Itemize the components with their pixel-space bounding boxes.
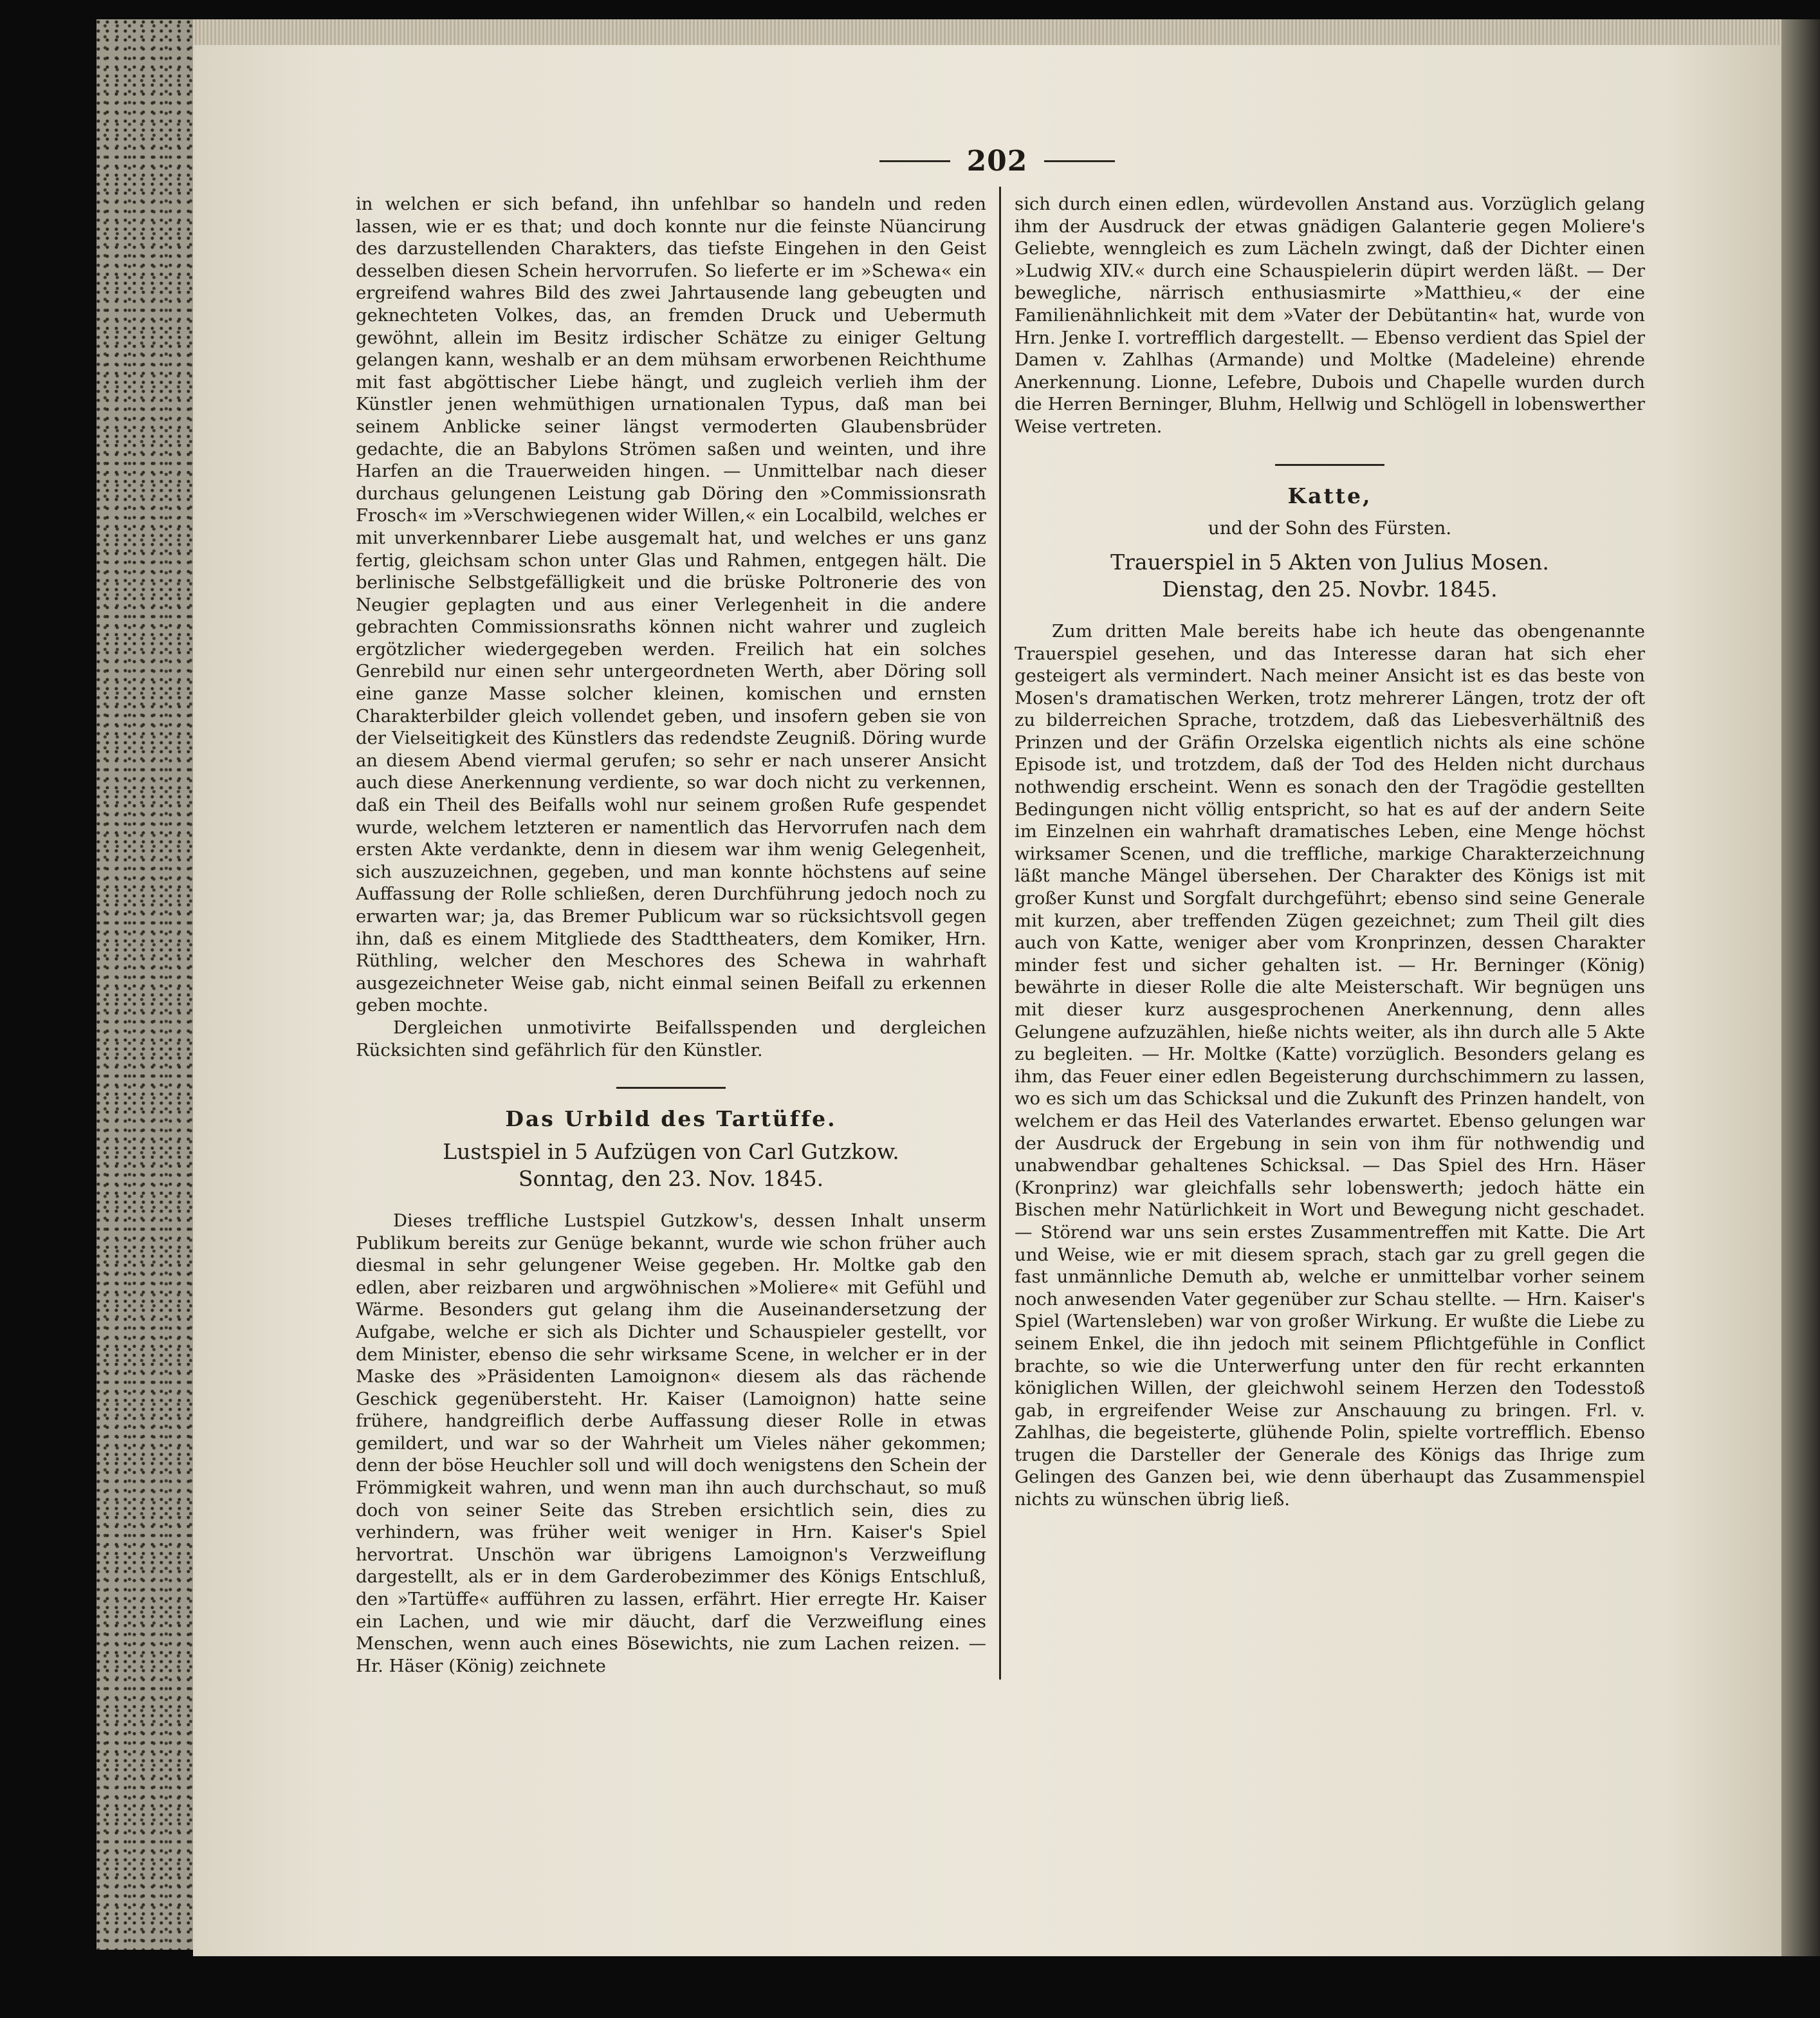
right-paragraph-2: Zum dritten Male bereits habe ich heute das obengenannte Trauerspiel gesehen, und das Interesse daran hat sich eher gesteigert als vermindert. Nach meiner Ansicht ist es das beste von Mosen's dramatischen Werken, trotz mehrerer Längen, trotz der oft zu bilderreichen Sprache, trotzdem, daß das Liebesverhältniß des Prinzen und der Gräfin Orzelska eigentlich nichts als eine schöne Episode ist, und trotzdem, daß der Tod des Helden nicht durchaus nothwendig erscheint. Wenn es sonach den der Tragödie gestellten Bedingungen nicht völlig entspricht, so hat es auf der andern Seite im Einzelnen ein wahrhaft dramatisches Leben, eine Menge höchst wirksamer Scenen, und die treffliche, markige Charakterzeichnung läßt manche Mängel übersehen. Der Charakter des Königs ist mit großer Kunst und Sorgfalt durchgeführt; ebenso sind seine Generale mit kurzen, aber treffenden Zügen gezeichnet; zum Theil gilt dies auch von Katte, weniger aber vom Kronprinzen, dessen Charakter minder fest und sicher gehalten ist. — Hr. Berninger (König) bewährte in dieser Rolle die alte Meisterschaft. Wir begnügen uns mit dieser kurz ausgesprochenen Anerkennung, denn alles Gelungene aufzuzählen, hieße nichts weiter, als ihn durch alle 5 Akte zu begleiten. — Hr. Moltke (Katte) vorzüglich. Besonders gelang es ihm, das Feuer einer edlen Begeisterung durchschimmern zu lassen, wo es sich um das Schicksal und die Zukunft des Prinzen handelt, von welchem er das Heil des Vaterlandes erwartet. Ebenso gelungen war der Ausdruck der Ergebung in sein von ihm für nothwendig und unabwendbar gehaltenes Schicksal. — Das Spiel des Hrn. Häser (Kronprinz) war gleichfalls sehr lobenswerth; jedoch hätte ein Bischen mehr Natürlichkeit in Wort und Bewegung nicht geschadet. — Störend war uns sein erstes Zusammentreffen mit Katte. Die Art und Weise, wie er mit diesem sprach, stach gar zu grell gegen die fast unmännliche Demuth ab, welche er unmittelbar vorher seinem noch anwesenden Vater gegenüber zur Schau stellte. — Hrn. Kaiser's Spiel (Wartensleben) war von großer Wirkung. Er wußte die Liebe zu seinem Enkel, die ihn jedoch mit seinem Pflichtgefühle in Conflict brachte, so wie die Unterwerfung unter den für recht erkannten königlichen Willen, der gleichwohl seinem Herzen den Todesstoß gab, in ergreifender Weise zur Anschauung zu bringen. Frl. v. Zahlhas, die begeisterte, glühende Polin, spielte vortrefflich. Ebenso trugen die Darsteller der Generale des Königs das Ihrige zum Gelingen des Ganzen bei, wie denn überhaupt das Zusammenspiel nichts zu wünschen übrig ließ. [1015,620,1645,1510]
page-number: 202 [966,144,1028,178]
left-paragraph-3: Dieses treffliche Lustspiel Gutzkow's, dessen Inhalt unserm Publikum bereits zur Genüge bekannt, wurde wie schon früher auch diesmal in sehr gelungener Weise gegeben. Hr. Moltke gab den edlen, aber reizbaren und argwöhnischen »Moliere« mit Gefühl und Wärme. Besonders gut gelang ihm die Auseinandersetzung der Aufgabe, welche er sich als Dichter und Schauspieler gestellt, vor dem Minister, ebenso die sehr wirksame Scene, in welcher er in der Maske des »Präsidenten Lamoignon« diesem als das rächende Geschick gegenübersteht. Hr. Kaiser (Lamoignon) hatte seine frühere, handgreiflich derbe Auffassung dieser Rolle in etwas gemildert, und war so der Wahrheit um Vieles näher gekommen; denn der böse Heuchler soll und will doch wenigstens den Schein der Frömmigkeit wahren, und wenn man ihn auch durchschaut, so muß doch von seiner Seite das Streben ersichtlich sein, dies zu verhindern, was früher weit weniger in Hrn. Kaiser's Spiel hervortrat. Unschön war übrigens Lamoignon's Verzweiflung dargestellt, als er in dem Garderobezimmer des Königs Entschluß, den »Tartüffe« aufführen zu lassen, erfährt. Hier erregte Hr. Kaiser ein Lachen, und wie mir däucht, darf die Verzweiflung eines Menschen, wenn auch eines Bösewichts, nie zum Lachen reizen. — Hr. Häser (König) zeichnete [356,1210,986,1676]
section-separator [616,1087,726,1089]
page-header [862,138,1132,183]
right-column [1015,193,1645,1511]
section-separator [1275,464,1384,466]
article-heading: Lustspiel in 5 Aufzügen von Carl Gutzkow. [443,1138,899,1164]
left-column [356,193,986,1677]
header-rule-left [879,160,950,162]
left-paragraph-2: Dergleichen unmotivirte Beifallsspenden und dergleichen Rücksichten sind gefährlich für den Künstler. [356,1017,986,1060]
left-paragraph-1: in welchen er sich befand, ihn unfehlbar so handeln und reden lassen, wie er es that; und doch konnte nur die feinste Nüancirung des darzustellenden Charakters, das tiefste Eingehen in den Geist desselben diesen Schein hervorrufen. So lieferte er im »Schewa« ein ergreifend wahres Bild des zwei Jahrtausende lang gebeugten und geknechteten Volkes, das, an fremden Druck und Uebermuth gewöhnt, allein im Besitz irdischer Schätze zu einiger Geltung gelangen kann, weshalb er an dem mühsam erworbenen Reichthume mit fast abgöttischer Liebe hängt, und zugleich verlieh ihm der Künstler jenen wehmüthigen urnationalen Typus, daß man bei seinem Anblicke seiner längst vermoderten Glaubensbrüder gedachte, die an Babylons Strömen saßen und weinten, und ihre Harfen an die Trauerweiden hingen. — Unmittelbar nach dieser durchaus gelungenen Leistung gab Döring den »Commissionsrath Frosch« im »Verschwiegenen wider Willen,« ein Localbild, welches er mit unverkennbarer Liebe ausgemalt hat, und welches er uns ganz fertig, gleichsam schon unter Glas und Rahmen, entgegen hält. Die berlinische Selbstgefälligkeit und die brüske Poltronerie des von Neugier geplagten und aus einer Verlegenheit in die andere gebrachten Commissionsraths können nicht wahrer und zugleich ergötzlicher wiedergegeben werden. Freilich hat ein solches Genrebild nur einen sehr untergeordneten Werth, aber Döring soll eine ganze Masse solcher kleinen, komischen und ernsten Charakterbilder gleich vollendet geben, und insofern geben sie von der Vielseitigkeit des Künstlers das redendste Zeugniß. Döring wurde an diesem Abend viermal gerufen; so sehr er nach unserer Ansicht auch diese Anerkennung verdiente, so war doch nicht zu verkennen, daß ein Theil des Beifalls wohl nur seinem großen Rufe gespendet wurde, welchem letzteren er namentlich das Hervorrufen nach dem ersten Akte verdankte, denn in diesem war ihm wenig Gelegenheit, sich auszuzeichnen, gegeben, und man konnte höchstens auf seine Auffassung der Rolle schließen, deren Durchführung jedoch noch zu erwarten war; ja, das Bremer Publicum war so rücksichtsvoll gegen ihn, daß es einem Mitgliede des Stadttheaters, dem Komiker, Hrn. Rüthling, welcher den Meschores des Schewa in wahrhaft ausgezeichneter Weise gab, nicht einmal seinen Beifall zu erkennen geben mochte. [356,194,986,1016]
article-title: Katte, [1287,483,1372,508]
article-dateline: Sonntag, den 23. Nov. 1845. [518,1166,824,1192]
column-divider [999,187,1001,1680]
article-title: Das Urbild des Tartüffe. [505,1106,837,1132]
right-paragraph-1: sich durch einen edlen, würdevollen Anstand aus. Vorzüglich gelang ihm der Ausdruck der etwas gnädigen Galanterie gegen Moliere's Geliebte, wenngleich es zum Lächeln zwingt, daß der Dichter einen »Ludwig XIV.« durch eine Schauspielerin düpirt werden läßt. — Der bewegliche, närrisch enthusiasmirte »Matthieu,« der eine Familienähnlichkeit mit dem »Vater der Debütantin« hat, wurde von Hrn. Jenke I. vortrefflich dargestellt. — Ebenso verdient das Spiel der Damen v. Zahlhas (Armande) und Moltke (Madeleine) ehrende Anerkennung. Lionne, Lefebre, Dubois und Chapelle wurden durch die Herren Berninger, Bluhm, Hellwig und Schlögell in lobenswerther Weise vertreten. [1015,194,1645,437]
header-rule-right [1044,160,1115,162]
article-subtitle: und der Sohn des Fürsten. [1208,517,1452,539]
article-heading: Trauerspiel in 5 Akten von Julius Mosen. [1110,549,1549,575]
marbled-edge [97,19,193,1950]
facing-page-edge [1781,19,1820,1956]
article-dateline: Dienstag, den 25. Novbr. 1845. [1162,577,1498,602]
